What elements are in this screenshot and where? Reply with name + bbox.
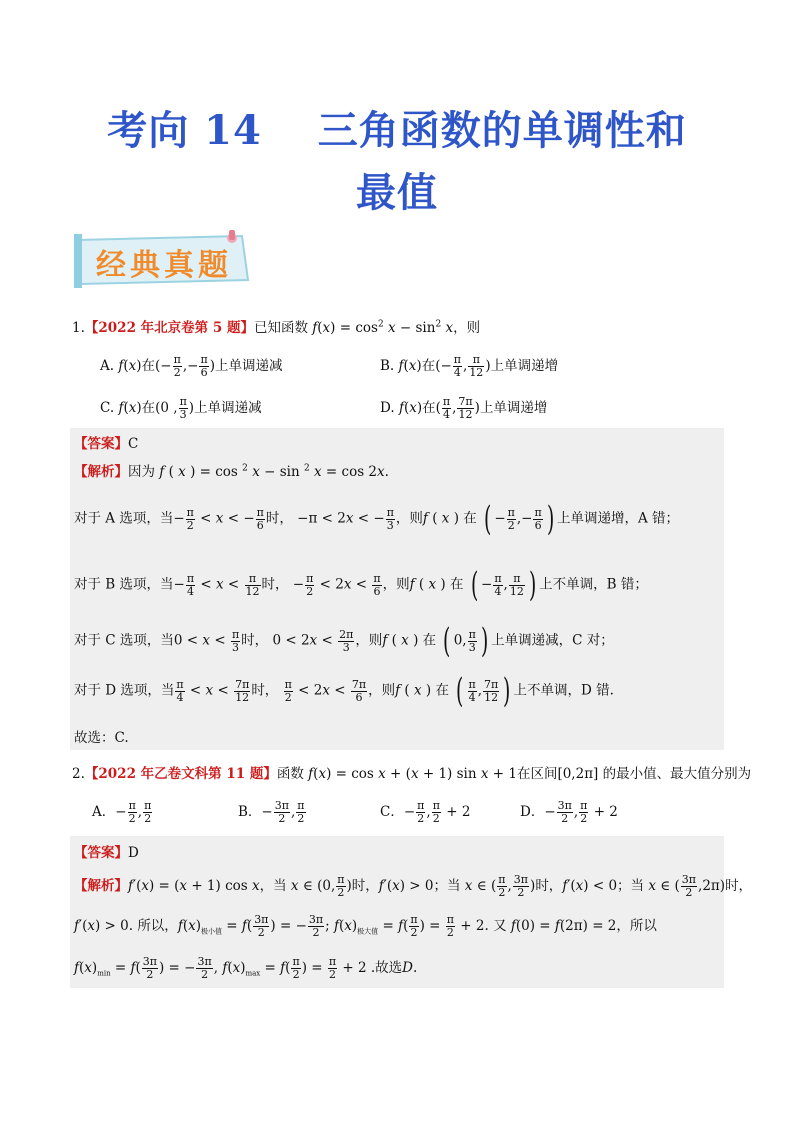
q1-option-c: C. f(x)在(0 , $\frac{\pi}{3}$ )上单调递减	[100, 395, 262, 421]
q1-line-c: 对于 C 选项，当0 < x < $\frac{\pi}{3}$ 时， 0 < 2x < $\frac{2\pi}{3}$ ，则f ( x ) 在 ( 0, $\frac{\pi}{3}$ ) 上单调递减，C 对；	[74, 621, 614, 661]
q1-option-a: A. f(x)在(− $\frac{\pi}{2}$ ,− $\frac{\pi}{6}$ )上单调递减	[100, 353, 283, 379]
q2-option-b: B．− $\frac{3\pi}{2}$ , $\frac{\pi}{2}$	[238, 799, 305, 825]
q1-line-a: 对于 A 选项，当− $\frac{\pi}{2}$ < x < − $\frac{\pi}{6}$ 时， −π < 2x < − $\frac{\pi}{3}$ ，则f ( x ) 在 ( − $\frac{\pi}{2}$ ,− $\frac{\pi}{6}$ ) 上单调递增，A 错；	[74, 499, 680, 539]
q2-analysis-line3: $f(x)_{min} = f$( $\frac{3\pi}{2}$ ) = − $\frac{3\pi}{2}$ , $f(x)_{max} = f$( $\frac{\pi}{2}$ ) = $\frac{\pi}{2}$ + 2 .故选D.	[74, 955, 418, 981]
q1-option-d: D. f(x)在( $\frac{\pi}{4}$ , $\frac{7\pi}{12}$ )上单调递增	[380, 395, 548, 421]
page-title-line1: 考向 14 三角函数的单调性和	[107, 107, 687, 154]
q1-option-b: B. f(x)在(− $\frac{\pi}{4}$ , $\frac{\pi}{12}$ )上单调递增	[380, 353, 559, 379]
q2-option-a: A．− $\frac{\pi}{2}$ , $\frac{\pi}{2}$	[92, 799, 152, 825]
q1-conclusion: 故选：C.	[74, 730, 129, 746]
q2-answer: 【答案】D	[74, 845, 139, 861]
page-title-line2: 最值	[356, 169, 438, 216]
q1-answer: 【答案】C	[74, 436, 139, 452]
q1-line-d: 对于 D 选项，当 $\frac{\pi}{4}$ < x < $\frac{7\pi}{12}$ 时， $\frac{\pi}{2}$ < 2x < $\frac{7\pi}{6}$ ，则f ( x ) 在 ( $\frac{\pi}{4}$ , $\frac{7\pi}{12}$ ) 上不单调，D 错.	[74, 671, 614, 711]
q2-option-d: D．− $\frac{3\pi}{2}$ , $\frac{\pi}{2}$ + 2	[520, 799, 618, 825]
q1-stem: 1.【2022 年北京卷第 5 题】已知函数 $f(x) = \cos^2 x - \sin^2 x$，则	[72, 319, 481, 336]
banner-text: 经典真题	[96, 248, 232, 283]
q2-option-c: C．− $\frac{\pi}{2}$ , $\frac{\pi}{2}$ + 2	[380, 799, 471, 825]
q1-line-b: 对于 B 选项，当− $\frac{\pi}{4}$ < x < $\frac{\pi}{12}$ 时， − $\frac{\pi}{2}$ < 2x < $\frac{\pi}{6}$ ，则f ( x ) 在 ( − $\frac{\pi}{4}$ , $\frac{\pi}{12}$ ) 上不单调，B 错；	[74, 565, 648, 605]
section-banner	[72, 230, 252, 290]
q2-analysis-line2: f′(x) > 0. 所以，$f(x)_{极小值} = f$( $\frac{3\pi}{2}$ ) = − $\frac{3\pi}{2}$ ; $f(x)_{极大值} = f$( $\frac{\pi}{2}$ ) = $\frac{\pi}{2}$ + 2. 又 f(0) = f(2π) = 2，所以	[74, 913, 657, 939]
q2-analysis-line1: 【解析】f′(x) = (x + 1) cos x，当 x ∈ (0, $\frac{\pi}{2}$ )时，f′(x) > 0；当 x ∈ ( $\frac{\pi}{2}$ , $\frac{3\pi}{2}$ )时，f′(x) < 0；当 x ∈ ( $\frac{3\pi}{2}$ ,2π)时，	[74, 873, 753, 899]
q1-analysis: 【解析】因为 f ( x ) = cos $^2$ x − sin $^2$ x = cos 2x.	[74, 463, 389, 480]
q2-stem: 2.【2022 年乙卷文科第 11 题】函数 f(x) = cos x + (x + 1) sin x + 1在区间[0,2π] 的最小值、最大值分别为	[72, 766, 752, 782]
